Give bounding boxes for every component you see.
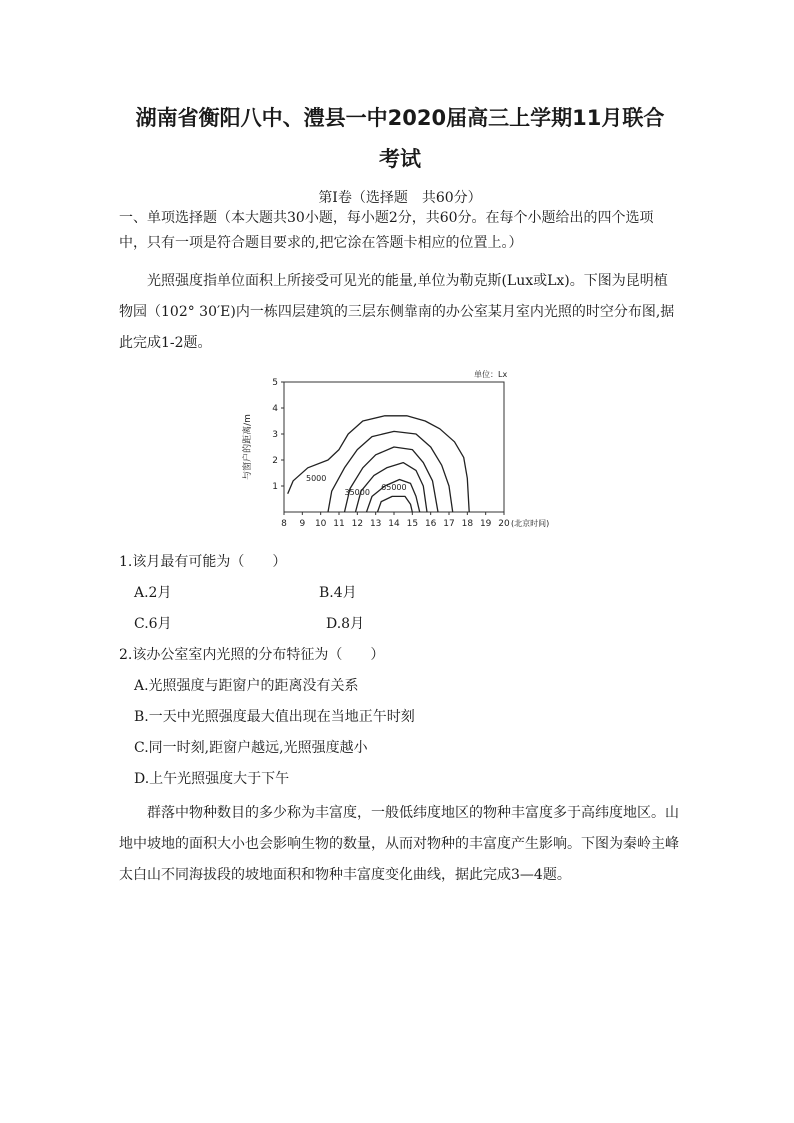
question-1-option-d[interactable]: D.8月 <box>326 616 365 632</box>
x-tick-label: 8 <box>281 519 287 529</box>
x-tick-label: 10 <box>314 519 327 529</box>
section-subtitle: 第Ⅰ卷（选择题 共60分） <box>318 190 482 206</box>
question-1-stem: 1.该月最有可能为（ ） <box>119 554 287 570</box>
contour-value-label: 65000 <box>381 482 407 492</box>
question-2-option-d[interactable]: D.上午光照强度大于下午 <box>134 771 290 787</box>
passage-2: 群落中物种数目的多少称为丰富度，一般低纬度地区的物种丰富度多于高纬度地区。山地中坡地的面积大小也会影响生物的数量，从而对物种的丰富度产生影响。下图为秦岭主峰太白山不同海拔段的坡地面积和物种丰富度变化曲线，据此完成3—4题。 <box>119 805 679 883</box>
x-tick-label: 18 <box>461 519 474 529</box>
x-tick-label: 11 <box>333 519 345 529</box>
x-tick-label: 20 <box>498 519 510 529</box>
x-tick-label: 15 <box>406 519 419 529</box>
question-1-option-c[interactable]: C.6月 <box>134 616 172 632</box>
contour-value-label: 5000 <box>306 473 327 483</box>
contour-line <box>288 416 470 512</box>
x-tick-label: 16 <box>424 519 437 529</box>
unit-label: 单位：Lx <box>474 370 508 379</box>
question-2-option-c[interactable]: C.同一时刻,距窗户越远,光照强度越小 <box>134 740 368 756</box>
x-tick-label: 13 <box>369 519 382 529</box>
x-tick-label: 12 <box>351 519 364 529</box>
chart-svg <box>238 362 550 532</box>
y-tick-label: 5 <box>272 378 278 388</box>
question-2-stem: 2.该办公室室内光照的分布特征为（ ） <box>119 647 385 663</box>
passage-1: 光照强度指单位面积上所接受可见光的能量,单位为勒克斯(Lux或Lx)。下图为昆明植物园（102° 30′E)内一栋四层建筑的三层东侧靠南的办公室某月室内光照的时空分布图,据此完成1-2题。 <box>119 273 675 351</box>
contour-line <box>378 496 413 512</box>
x-tick-label: 17 <box>443 519 455 529</box>
y-tick-label: 3 <box>272 430 278 440</box>
y-tick-label: 2 <box>272 456 278 466</box>
question-2-option-a[interactable]: A.光照强度与距窗户的距离没有关系 <box>134 678 359 694</box>
x-tick-label: 9 <box>299 519 306 529</box>
contour-value-label: 35000 <box>344 488 370 498</box>
x-tick-label: 19 <box>479 519 492 529</box>
question-2-option-b[interactable]: B.一天中光照强度最大值出现在当地正午时刻 <box>134 709 415 725</box>
exam-title-line1: 湖南省衡阳八中、澧县一中2020届高三上学期11月联合 <box>135 106 665 130</box>
x-tick-label: 14 <box>388 519 400 529</box>
question-1-option-a[interactable]: A.2月 <box>134 585 172 601</box>
y-tick-label: 4 <box>272 404 278 414</box>
exam-title-line2: 考试 <box>379 147 421 171</box>
y-tick-label: 1 <box>272 482 278 492</box>
section-instructions: 一、单项选择题（本大题共30小题，每小题2分，共60分。在每个小题给出的四个选项中，只有一项是符合题目要求的,把它涂在答题卡相应的位置上。） <box>119 210 654 251</box>
x-axis-label: (北京时间) <box>511 519 550 528</box>
illuminance-contour-chart <box>238 362 550 532</box>
y-axis-label: 与窗户的距离/m <box>243 414 253 480</box>
question-1-option-b[interactable]: B.4月 <box>319 585 357 601</box>
